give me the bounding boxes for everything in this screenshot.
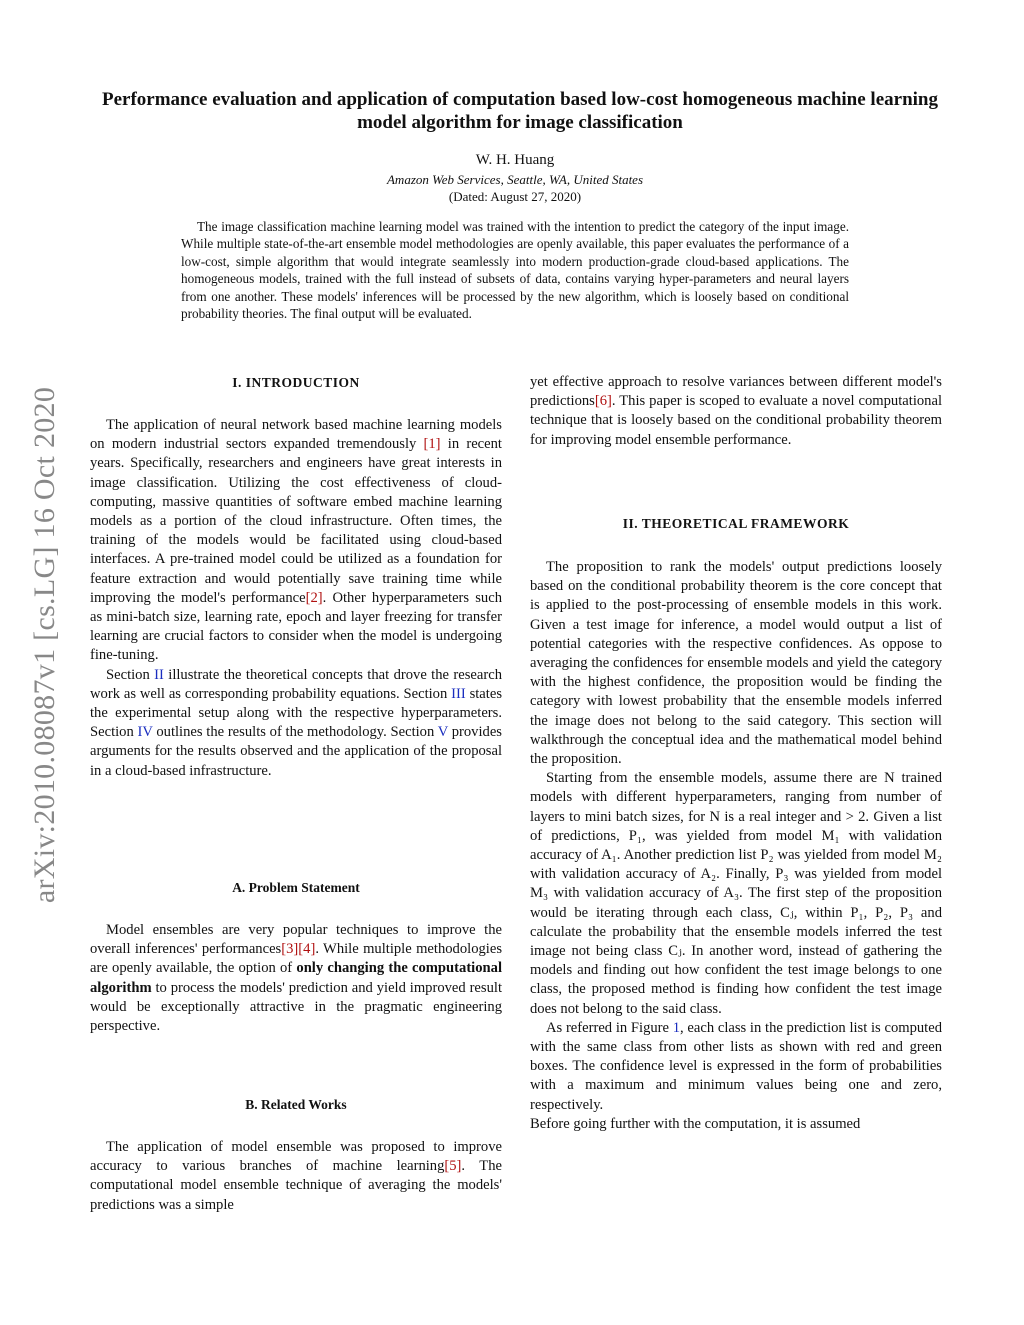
framework-paragraph-3 (530, 1019, 942, 1115)
paper-title: Performance evaluation and application of computation based low-cost homogeneous machine learning model algorithm for image classification (102, 89, 938, 133)
subsection-heading-problem-statement: A. Problem Statement (232, 880, 360, 895)
text-span: The application of neural network based machine learning models on modern industrial sectors expanded tremendously (90, 417, 502, 453)
abstract: The image classification machine learning model was trained with the intention to predict the category of the input image. While multiple state-of-the-art ensemble model methodologies are openly available, this paper evaluates the performance of a low-cost, simple algorithm that would integrate seamlessly into modern production-grade cloud-based applications. The homogeneous models, trained with the full instead of subsets of data, contains varying hyper-parameters and neural layers from one another. These models' inferences will be processed by the new algorithm, which is loosely based on conditional probability theories. The final output will be evaluated. (181, 219, 849, 322)
related-works-body (90, 1138, 502, 1215)
text-span: in recent years. Specifically, researchers and engineers have great interests in image classification. Utilizing the cost effectiveness of cloud-computing, massive quantities of software embed machine learning models as a portion of the cloud infrastructure. Often times, the training of the models would be facilitated using cloud-based interfaces. A pre-trained model could be utilized as a foundation for feature extraction and would potentially save training time while improving the model's performance (90, 436, 502, 606)
text-span: . While multiple methodologies are openly available, the option of (90, 941, 503, 977)
intro-paragraph-2 (90, 666, 502, 781)
section-link[interactable]: V (437, 724, 449, 741)
framework-paragraph-2: Starting from the ensemble models, assume there are N trained models with different hyperparameters, ranging from number of layers to mini batch sizes, for N is a real integer and > 2. Given a list of predictions, P₁, was yielded from model M₁ with validation accuracy of A₁. Another prediction list P₂ was yielded from model M₂ with validation accuracy of A₂. Finally, P₃ was yielded from model M₃ with validation accuracy of A₃. The first step of the proposition would be iterating through each class, Cⱼ, within P₁, P₂, P₃ and calculate the probability that the ensemble models inferred the test image not being class Cⱼ. In another word, instead of gathering the models and finding out how confident the test image belongs to one class, the proposed method is finding how confident the test image does not belong to the said class. (530, 770, 942, 1017)
text-span: . This paper is scoped to evaluate a novel computational technique that is loosely based on the conditional probability theorem for improving model ensemble performance. (530, 393, 942, 448)
figure-link[interactable]: 1 (672, 1019, 681, 1036)
citation-link[interactable]: [1] (423, 436, 441, 453)
framework-paragraph-4: Before going further with the computation, it is assumed (530, 1115, 861, 1132)
citation-link[interactable]: [6] (594, 393, 612, 410)
text-span: As referred in Figure (546, 1019, 673, 1036)
text-span: . Other hyperparameters such as mini-batch size, learning rate, epoch and layer freezing for transfer learning are crucial factors to consider when the model is undergoing fine-tuning. (90, 589, 502, 664)
citation-link[interactable]: [2] (305, 589, 323, 606)
section-link[interactable]: IV (137, 724, 153, 741)
text-span: Model ensembles are very popular techniques to improve the overall inferences' performances (90, 922, 502, 958)
section-link[interactable]: II (154, 666, 164, 683)
text-span: Section (106, 666, 155, 683)
section-link[interactable]: III (451, 685, 466, 702)
related-works-continued (530, 373, 942, 450)
arxiv-identifier: arXiv:2010.08087v1 [cs.LG] 16 Oct 2020 (28, 386, 61, 904)
text-span: to process the models' prediction and yield improved result would be exceptionally attractive in the pragmatic engineering perspective. (90, 979, 502, 1035)
section-heading-introduction: I. INTRODUCTION (232, 375, 360, 390)
related-works-paragraph (90, 1138, 502, 1215)
text-span: yet effective approach to resolve variances between different model's predictions (530, 374, 942, 410)
introduction-body (90, 416, 502, 781)
text-span: The application of model ensemble was proposed to improve accuracy to various branches of machine learning (90, 1139, 502, 1175)
theoretical-framework-body (530, 558, 942, 1134)
date-line: (Dated: August 27, 2020) (448, 189, 582, 204)
text-span: , each class in the prediction list is computed with the same class from other lists as shown with red and green boxes. The confidence level is expressed in the form of probabilities with a maximum and minimum values being one and zero, respectively. (530, 1019, 943, 1113)
section-heading-theoretical-framework: II. THEORETICAL FRAMEWORK (622, 516, 850, 531)
citation-link[interactable]: [5] (444, 1158, 462, 1175)
text-span: illustrate the theoretical concepts that drove the research work as well as corresponding probability equations. Section (90, 666, 502, 702)
framework-paragraph-1: The proposition to rank the models' output predictions loosely based on the conditional probability theorem is the core concept that is applied to the post-processing of ensemble models in this work. Given a test image for inference, a model would output a list of potential categories with the respective confidences. As oppose to averaging the confidences for ensemble models and yield the category with the highest confidence, the proposition would be finding the category with lowest probability that the ensemble models inferred the image does not belong to the said category. This section will walkthrough the conceptual idea and the mathematical model behind the proposition. (530, 559, 942, 768)
intro-paragraph-1 (90, 416, 502, 666)
author-affiliation: Amazon Web Services, Seattle, WA, United States (386, 172, 644, 187)
emphasis-text: only changing the computational algorithm (90, 960, 503, 996)
text-span: provides arguments for the results observed and the application of the proposal in a cloud-based infrastructure. (90, 724, 502, 779)
text-span: . The computational model ensemble technique of averaging the models' predictions was a simple (90, 1158, 502, 1213)
related-works-paragraph-cont (530, 373, 942, 450)
text-span: states the experimental setup along with the respective hyperparameters. Section (90, 685, 502, 741)
citation-link[interactable]: [4] (298, 941, 316, 958)
text-span: outlines the results of the methodology. Section (152, 724, 438, 741)
citation-link[interactable]: [3] (281, 941, 299, 958)
subsection-heading-related-works: B. Related Works (245, 1097, 347, 1112)
problem-statement-body (90, 921, 502, 1036)
problem-statement-paragraph (90, 921, 502, 1036)
author-name: W. H. Huang (475, 152, 555, 168)
